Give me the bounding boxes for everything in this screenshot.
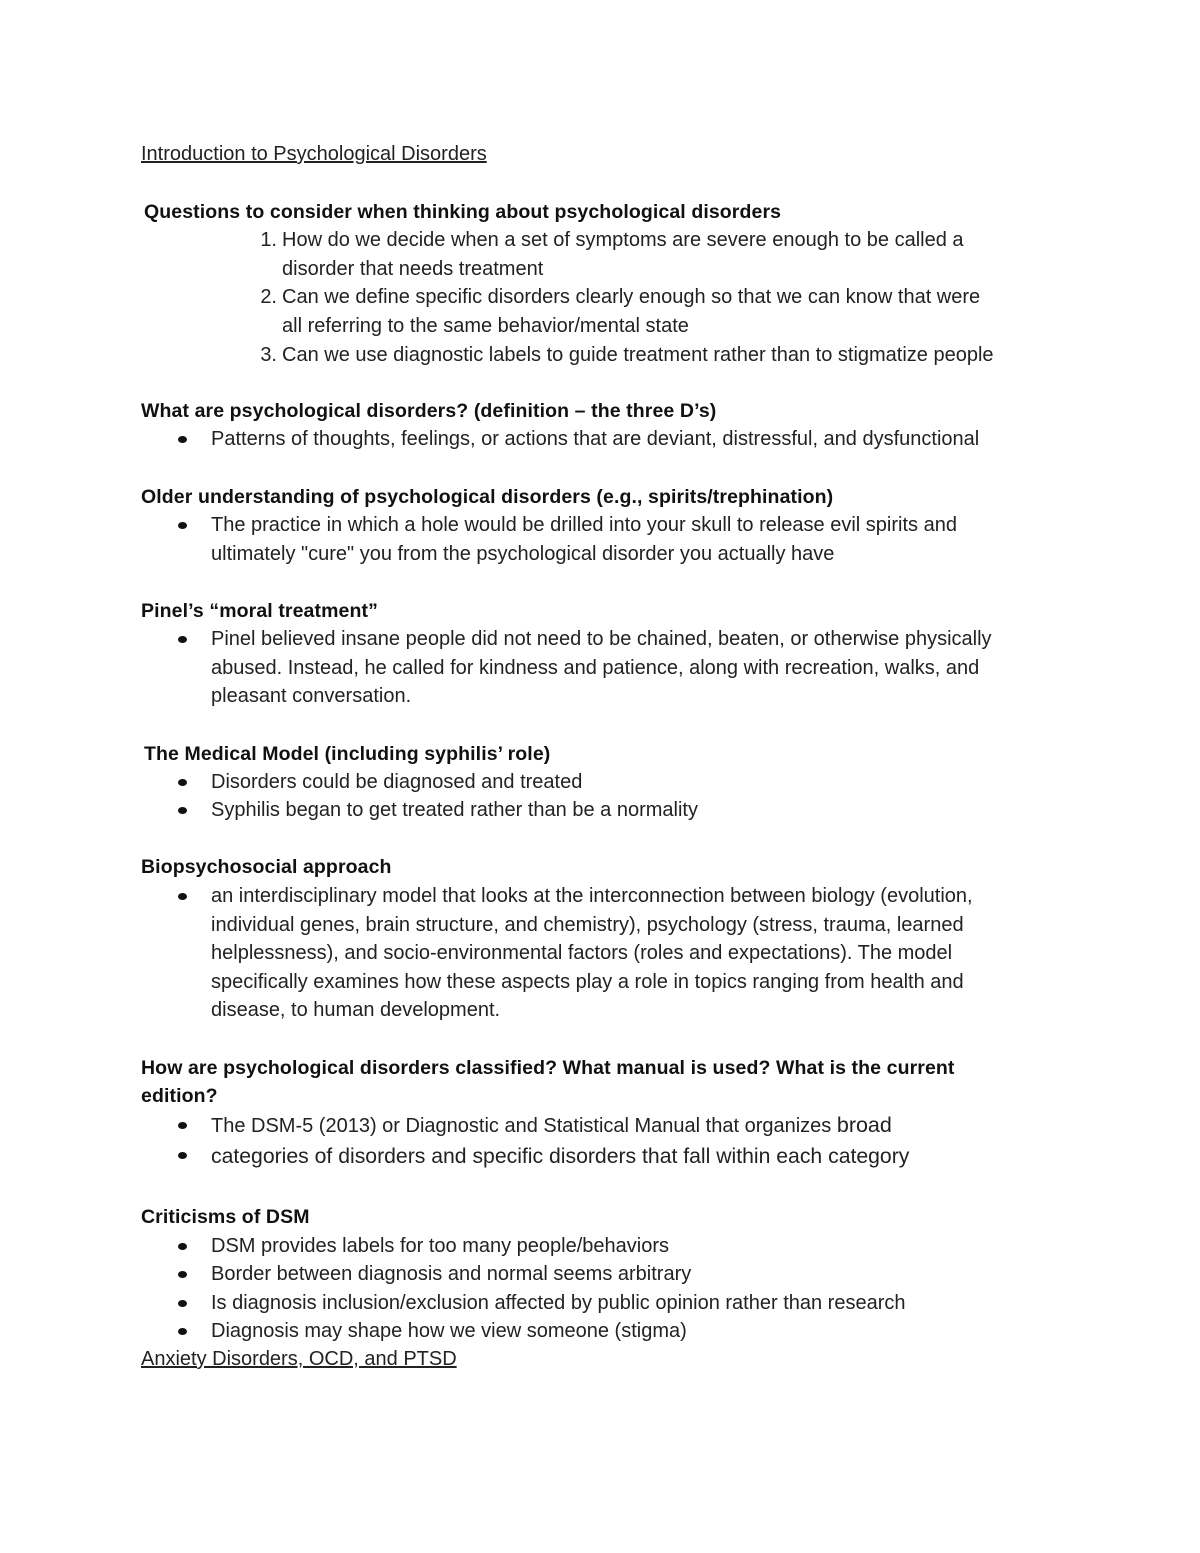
bullet-item bbox=[211, 796, 698, 825]
bullet-item bbox=[211, 1232, 669, 1261]
item-line: an interdisciplinary model that looks at the interconnection between biology (evolution, bbox=[211, 885, 973, 907]
bullet-item bbox=[211, 1289, 906, 1318]
item-line: The practice in which a hole would be drilled into your skull to release evil spirits and bbox=[211, 514, 957, 536]
bullet-item bbox=[211, 1317, 687, 1346]
bullet-item bbox=[211, 882, 973, 1025]
bullet-continuation bbox=[211, 1141, 909, 1172]
item-line: Disorders could be diagnosed and treated bbox=[211, 771, 583, 793]
next-section-title: Anxiety Disorders, OCD, and PTSD bbox=[141, 1348, 457, 1370]
item-line: Border between diagnosis and normal seems arbitrary bbox=[211, 1263, 692, 1285]
item-number: 2. bbox=[260, 286, 277, 308]
bullet-item bbox=[211, 511, 957, 568]
heading-line: edition? bbox=[141, 1085, 218, 1107]
item-number: 1. bbox=[260, 229, 277, 251]
item-line: individual genes, brain structure, and chemistry), psychology (stress, trauma, learned bbox=[211, 913, 964, 936]
numbered-item bbox=[260, 341, 994, 370]
section-heading-definition: What are psychological disorders? (definition – the three D’s) bbox=[141, 400, 717, 422]
section-heading-medical-model: The Medical Model (including syphilis’ role) bbox=[144, 743, 551, 765]
item-line: Syphilis began to get treated rather than be a normality bbox=[211, 799, 698, 821]
item-line: helplessness), and socio-environmental factors (roles and expectations). The model bbox=[211, 942, 953, 964]
section-heading-questions: Questions to consider when thinking about psychological disorders bbox=[144, 201, 782, 223]
item-line: DSM provides labels for too many people/behaviors bbox=[211, 1235, 670, 1257]
item-line: categories of disorders and specific disorders that fall within each category bbox=[211, 1145, 910, 1168]
item-text-large: broad bbox=[836, 1113, 892, 1137]
item-line: Pinel believed insane people did not need to be chained, beaten, or otherwise physically bbox=[211, 628, 992, 650]
bullet-item bbox=[211, 425, 979, 454]
section-heading-pinel: Pinel’s “moral treatment” bbox=[141, 600, 378, 622]
item-line: How do we decide when a set of symptoms are severe enough to be called a bbox=[282, 229, 964, 251]
item-line: pleasant conversation. bbox=[211, 685, 412, 707]
bullet-item bbox=[211, 1260, 691, 1289]
item-line: specifically examines how these aspects play a role in topics ranging from health and bbox=[211, 970, 964, 993]
heading-line: How are psychological disorders classified? What manual is used? What is the current bbox=[141, 1057, 955, 1079]
item-line: disease, to human development. bbox=[211, 999, 501, 1021]
bullet-item bbox=[211, 1111, 892, 1141]
numbered-item bbox=[260, 226, 964, 283]
item-text: The DSM-5 (2013) or Diagnostic and Statistical Manual that organizes bbox=[211, 1115, 837, 1137]
bullet-item bbox=[211, 768, 582, 797]
section-heading-criticisms: Criticisms of DSM bbox=[141, 1206, 310, 1228]
item-line: all referring to the same behavior/mental state bbox=[282, 314, 689, 337]
item-line: abused. Instead, he called for kindness and patience, along with recreation, walks, and bbox=[211, 656, 980, 679]
item-line: ultimately "cure" you from the psychological disorder you actually have bbox=[211, 542, 835, 565]
item-line: disorder that needs treatment bbox=[282, 257, 544, 280]
item-line: Can we define specific disorders clearly enough so that we can know that were bbox=[282, 286, 981, 308]
item-line: Patterns of thoughts, feelings, or actions that are deviant, distressful, and dysfunctional bbox=[211, 428, 980, 450]
section-heading-biopsychosocial: Biopsychosocial approach bbox=[141, 856, 392, 878]
item-line bbox=[211, 1111, 892, 1141]
numbered-item bbox=[260, 283, 981, 340]
section-heading-older-understanding: Older understanding of psychological disorders (e.g., spirits/trephination) bbox=[141, 486, 834, 508]
bullet-item bbox=[211, 625, 992, 711]
item-line: Can we use diagnostic labels to guide treatment rather than to stigmatize people bbox=[282, 344, 994, 366]
item-line: Is diagnosis inclusion/exclusion affected by public opinion rather than research bbox=[211, 1292, 906, 1314]
item-number: 3. bbox=[260, 344, 277, 366]
page-title: Introduction to Psychological Disorders bbox=[141, 143, 487, 165]
item-line: Diagnosis may shape how we view someone (stigma) bbox=[211, 1320, 687, 1342]
section-heading-classification bbox=[141, 1054, 955, 1110]
